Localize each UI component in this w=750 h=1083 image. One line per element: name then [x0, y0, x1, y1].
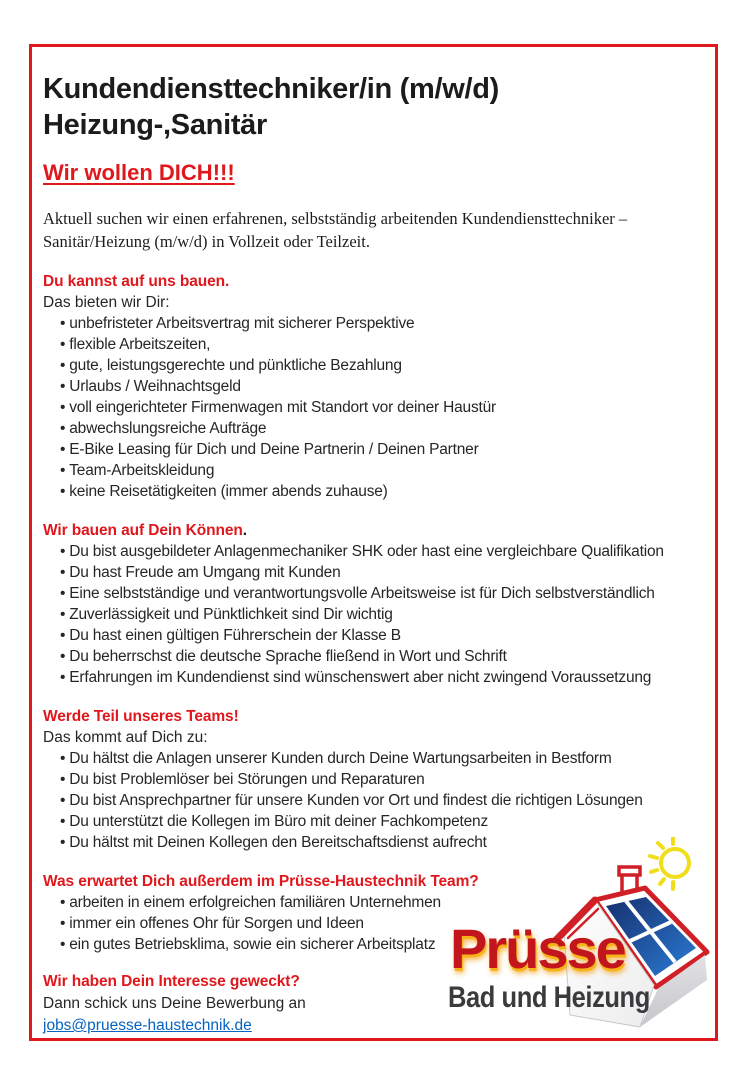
bullet-item: • Urlaubs / Weihnachtsgeld: [60, 376, 703, 397]
section-heading-text: Du kannst auf uns bauen.: [43, 273, 230, 290]
bullet-item: • E-Bike Leasing für Dich und Deine Partnerin / Deinen Partner: [60, 439, 703, 460]
section-heading: [43, 520, 703, 541]
bullet-item: • abwechslungsreiche Aufträge: [60, 418, 703, 439]
logo-brand-text: Prüsse: [450, 917, 625, 980]
job-title-line2: Heizung-,Sanitär: [43, 109, 267, 141]
intro-paragraph: Aktuell suchen wir einen erfahrenen, selbstständig arbeitenden Kundendiensttechniker – Sanitär/Heizung (m/w/d) in Vollzeit oder Teilzeit.: [43, 209, 628, 251]
job-title-line1: Kundendiensttechniker/in (m/w/d): [43, 73, 500, 105]
bullet-item: • Eine selbstständige und verantwortungsvolle Arbeitsweise ist für Dich selbstverständlich: [60, 583, 703, 604]
red-border-frame: [29, 44, 718, 1041]
bullet-item: • gute, leistungsgerechte und pünktliche Bezahlung: [60, 355, 703, 376]
job-title: [43, 71, 703, 143]
bullet-item: • Du beherrschst die deutsche Sprache fließend in Wort und Schrift: [60, 646, 703, 667]
bullet-item: • Zuverlässigkeit und Pünktlichkeit sind Dir wichtig: [60, 604, 703, 625]
section: [43, 271, 703, 502]
section-lead: Das kommt auf Dich zu:: [43, 729, 208, 746]
sun-icon: [650, 838, 689, 889]
bullet-item: • Du unterstützt die Kollegen im Büro mit deiner Fachkompetenz: [60, 811, 703, 832]
bullet-item: • arbeiten in einem erfolgreichen familiären Unternehmen: [60, 892, 703, 913]
section-heading: [43, 706, 703, 727]
contact-line: Dann schick uns Deine Bewerbung an: [43, 995, 306, 1012]
section: [43, 520, 703, 688]
section-lead: Das bieten wir Dir:: [43, 294, 170, 311]
bullet-item: • Du hast Freude am Umgang mit Kunden: [60, 562, 703, 583]
section-heading: [43, 271, 703, 292]
bullet-list: [43, 541, 703, 688]
bullet-item: • Du hältst mit Deinen Kollegen den Bereitschaftsdienst aufrecht: [60, 832, 703, 853]
bullet-list: [43, 313, 703, 502]
section-heading-period: .: [242, 522, 247, 539]
email-link[interactable]: jobs@pruesse-haustechnik.de: [43, 1017, 252, 1034]
bullet-item: • unbefristeter Arbeitsvertrag mit sicherer Perspektive: [60, 313, 703, 334]
bullet-item: • ein gutes Betriebsklima, sowie ein sicherer Arbeitsplatz: [60, 934, 703, 955]
bullet-item: • keine Reisetätigkeiten (immer abends zuhause): [60, 481, 703, 502]
bullet-item: • immer ein offenes Ohr für Sorgen und Ideen: [60, 913, 703, 934]
company-logo: [440, 837, 710, 1033]
bullet-item: • Du hast einen gültigen Führerschein der Klasse B: [60, 625, 703, 646]
section-heading-text: Werde Teil unseres Teams!: [43, 708, 239, 725]
contact-heading: Wir haben Dein Interesse geweckt?: [43, 973, 300, 990]
bullet-item: • flexible Arbeitszeiten,: [60, 334, 703, 355]
bullet-item: • Du hältst die Anlagen unserer Kunden durch Deine Wartungsarbeiten in Bestform: [60, 748, 703, 769]
tagline: Wir wollen DICH!!!: [43, 160, 235, 185]
bullet-item: • Du bist Ansprechpartner für unsere Kunden vor Ort und findest die richtigen Lösungen: [60, 790, 703, 811]
section-heading-text: Wir bauen auf Dein Können: [43, 522, 243, 539]
logo-subtitle-text: Bad und Heizung: [448, 981, 650, 1014]
bullet-item: • Erfahrungen im Kundendienst sind wünschenswert aber nicht zwingend Voraussetzung: [60, 667, 703, 688]
bullet-item: • Team-Arbeitskleidung: [60, 460, 703, 481]
bullet-item: • voll eingerichteter Firmenwagen mit Standort vor deiner Haustür: [60, 397, 703, 418]
bullet-item: • Du bist Problemlöser bei Störungen und Reparaturen: [60, 769, 703, 790]
bullet-item: • Du bist ausgebildeter Anlagenmechaniker SHK oder hast eine vergleichbare Qualifikation: [60, 541, 703, 562]
section: [43, 706, 703, 853]
section-heading-text: Was erwartet Dich außerdem im Prüsse-Haustechnik Team?: [43, 873, 479, 890]
